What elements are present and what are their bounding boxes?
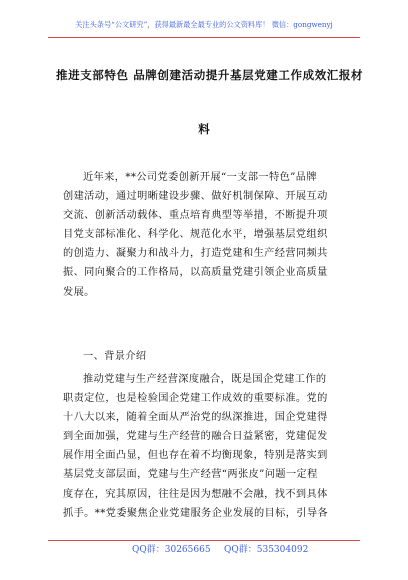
intro-paragraph (63, 168, 345, 302)
footer-qq-group-2: QQ群：535304092 (224, 545, 309, 555)
document-title-continuation: 料 (198, 122, 210, 136)
paragraph-line: 的创造力、凝聚力和战斗力，打造党建和生产经营同频共 (63, 248, 328, 260)
paragraph-line: 抓手。**党委聚焦企业党建服务企业发展的目标，引导各 (63, 507, 329, 519)
paragraph-line: 十八大以来，随着全面从严治党的纵深推进，国企党建得 (63, 412, 328, 424)
paragraph-line: 发展。 (63, 286, 95, 298)
paragraph-line: 振、同向聚合的工作格局，以高质量党建引领企业高质量 (63, 267, 328, 279)
page-footer (48, 540, 360, 557)
paragraph-line: 展作用全面凸显，但也存在着不均衡现象，特别是落实到 (63, 450, 328, 462)
footer-qq-group-1: QQ群：30265665 (132, 545, 211, 555)
paragraph-line: 推动党建与生产经营深度融合，既是国企党建工作的 (83, 374, 327, 385)
paragraph-line: 创建活动，通过明晰建设步骤、做好机制保障、开展互动 (63, 191, 328, 203)
paragraph-line: 交流、创新活动载体、重点培育典型等举措，不断提升项 (63, 210, 328, 222)
document-title: 推进支部特色 品牌创建活动提升基层党建工作成效汇报材 (56, 68, 364, 82)
paragraph-line: 目党支部标准化、科学化、规范化水平，增强基层党组织 (63, 229, 328, 241)
header-banner: 关注头条号“公文研究”，获得最新最全最专业的公文资料库！ 微信：gongwenyj (48, 19, 360, 38)
paragraph-line: 近年来，**公司党委创新开展“一支部一特色”品牌 (83, 172, 317, 183)
background-paragraph (63, 370, 345, 523)
paragraph-line: 到全面加强，党建与生产经营的融合日益紧密，党建促发 (63, 431, 328, 443)
paragraph-line: 基层党支部层面，党建与生产经营“两张皮”问题一定程 (63, 469, 318, 481)
section-heading: 一、背景介绍 (83, 351, 147, 362)
paragraph-line: 职责定位，也是检验国企党建工作成效的重要标准。党的 (63, 393, 328, 405)
paragraph-line: 度存在，究其原因，往往是因为想融不会融，找不到具体 (63, 488, 328, 500)
